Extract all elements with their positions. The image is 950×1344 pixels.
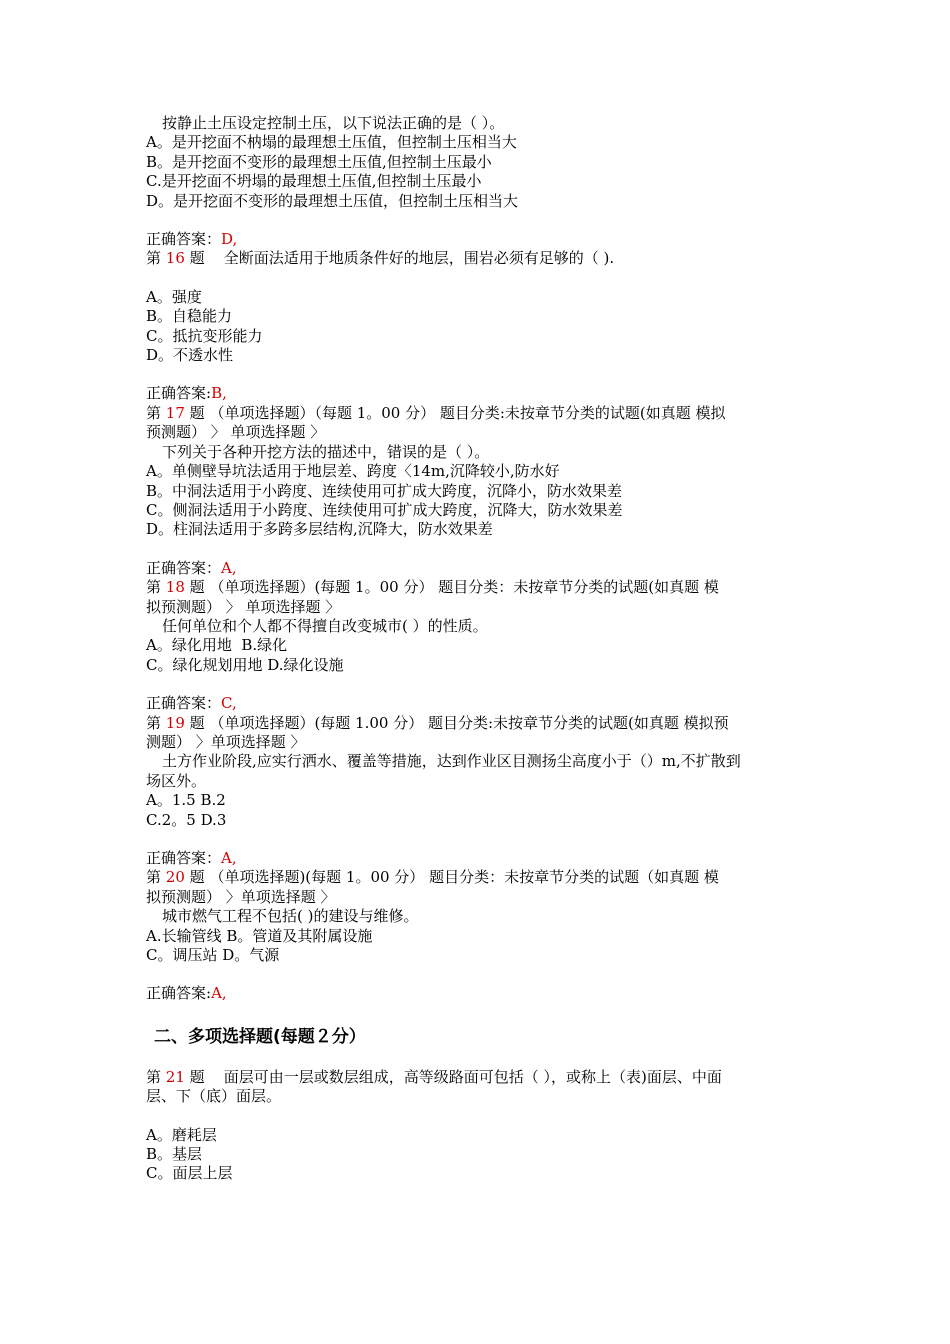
answer-value: C, xyxy=(221,694,237,713)
q16-option-d: D。不透水性 xyxy=(146,346,234,365)
answer-label: 正确答案： xyxy=(146,694,222,713)
q16-stem: 全断面法适用于地质条件好的地层，围岩必须有足够的（ ). xyxy=(223,249,615,268)
q17-option-c: C。侧洞法适用于小跨度、连续使用可扩成大跨度，沉降大，防水效果差 xyxy=(146,500,623,519)
q15-option-a: A。是开挖面不枘塌的最理想土压值，但控制土压相当大 xyxy=(146,133,517,152)
q16-option-b: B。自稳能力 xyxy=(146,307,233,326)
spacer xyxy=(146,365,810,384)
question-meta: 题 （单项选择题）(每题 1。00 分） 题目分类：未按章节分类的试题(如真题 模 xyxy=(189,578,719,597)
q15-answer xyxy=(146,230,810,249)
spacer xyxy=(146,540,810,559)
q16-option-c: C。抵抗变形能力 xyxy=(146,326,263,345)
q21-header xyxy=(146,1068,810,1087)
q15-option-c: C.是开挖面不坍塌的最理想土压值,但控制土压最小 xyxy=(146,172,482,191)
q18-header-line2: 拟预测题） 〉 单项选择题 〉 xyxy=(146,597,341,616)
answer-label: 正确答案： xyxy=(146,849,222,867)
question-number: 21 xyxy=(165,1067,185,1086)
q18-option-ab: A。绿化用地 B.绿化 xyxy=(146,636,288,655)
question-number: 16 xyxy=(165,249,185,268)
q16-answer xyxy=(146,384,810,403)
q15-option-d: D。是开挖面不变形的最理想土压值，但控制土压相当大 xyxy=(146,191,519,210)
q17-header-line2: 预测题） 〉 单项选择题 〉 xyxy=(146,423,326,442)
q17-answer xyxy=(146,559,810,578)
answer-value: D, xyxy=(221,230,238,249)
q16-option-a: A。强度 xyxy=(146,287,202,306)
question-number: 20 xyxy=(165,868,185,887)
spacer xyxy=(146,1107,810,1126)
q19-answer xyxy=(146,849,810,868)
q19-header-line2: 测题） 〉单项选择题 〉 xyxy=(146,732,306,751)
question-prefix: 第 xyxy=(146,1067,162,1086)
spacer xyxy=(146,830,810,849)
q17-option-a: A。单侧壁导坑法适用于地层差、跨度〈14m,沉降较小,防水好 xyxy=(146,462,560,481)
q19-option-ab: A。1.5 B.2 xyxy=(146,791,226,810)
q16-header xyxy=(146,249,810,268)
q20-answer xyxy=(146,984,810,1003)
question-suffix: 题 xyxy=(189,249,205,268)
answer-label: 正确答案： xyxy=(146,230,222,249)
question-prefix: 第 xyxy=(146,713,162,732)
answer-label: 正确答案： xyxy=(146,558,222,577)
answer-label: 正确答案: xyxy=(146,984,212,1003)
question-number: 17 xyxy=(165,403,185,422)
q18-answer xyxy=(146,694,810,713)
document-page xyxy=(146,114,810,1184)
answer-value: A, xyxy=(221,849,237,867)
q18-header xyxy=(146,578,810,597)
q17-stem: 下列关于各种开挖方法的描述中，错误的是（ ）。 xyxy=(162,442,490,461)
question-number: 18 xyxy=(165,578,185,597)
q17-header xyxy=(146,404,810,423)
question-meta: 题 （单项选择题）（每题 1。00 分） 题目分类:未按章节分类的试题(如真题 模拟 xyxy=(189,403,726,422)
question-prefix: 第 xyxy=(146,249,162,268)
q20-header-line2: 拟预测题） 〉单项选择题 〉 xyxy=(146,887,336,906)
question-suffix: 题 xyxy=(189,1067,205,1086)
q17-option-d: D。柱洞法适用于多跨多层结构,沉降大，防水效果差 xyxy=(146,520,493,539)
q18-stem: 任何单位和个人都不得擅自改变城市( ）的性质。 xyxy=(162,616,488,635)
spacer xyxy=(146,211,810,230)
q19-stem-line2: 场区外。 xyxy=(146,771,207,790)
answer-label: 正确答案: xyxy=(146,384,212,403)
q19-option-cd: C.2。5 D.3 xyxy=(146,810,227,829)
q21-stem-line2: 层、下（底）面层。 xyxy=(146,1087,282,1106)
q19-stem: 土方作业阶段,应实行洒水、覆盖等措施，达到作业区目测扬尘高度小于（）m,不扩散到 xyxy=(162,752,741,771)
question-prefix: 第 xyxy=(146,403,162,422)
q17-option-b: B。中洞法适用于小跨度、连续使用可扩成大跨度，沉降小，防水效果差 xyxy=(146,481,623,500)
q20-header xyxy=(146,868,810,887)
spacer xyxy=(146,965,810,984)
q21-option-a: A。磨耗层 xyxy=(146,1125,217,1144)
q18-option-cd: C。绿化规划用地 D.绿化设施 xyxy=(146,655,344,674)
q21-stem: 面层可由一层或数层组成，高等级路面可包括（ ），或称上（表)面层、中面 xyxy=(223,1067,722,1086)
spacer xyxy=(146,269,810,288)
q15-option-b: B。是开挖面不变形的最理想土压值,但控制土压最小 xyxy=(146,152,492,171)
section-heading: 二、多项选择题(每题２分） xyxy=(154,1026,366,1047)
q20-option-ab: A.长输管线 B。管道及其附属设施 xyxy=(146,926,373,945)
answer-value: B, xyxy=(211,384,227,403)
q20-stem: 城市燃气工程不包括( )的建设与维修。 xyxy=(162,907,419,926)
q21-option-b: B。基层 xyxy=(146,1145,203,1164)
q20-option-cd: C。调压站 D。气源 xyxy=(146,946,280,965)
answer-value: A, xyxy=(221,558,237,577)
question-meta: 题 （单项选择题）(每题 1.00 分） 题目分类:未按章节分类的试题(如真题 模拟预 xyxy=(189,713,729,732)
question-prefix: 第 xyxy=(146,868,162,887)
spacer xyxy=(146,675,810,694)
question-number: 19 xyxy=(165,713,185,732)
q19-header xyxy=(146,714,810,733)
question-meta: 题 （单项选择题)(每题 1。00 分） 题目分类：未按章节分类的试题（如真题 模 xyxy=(189,868,719,887)
answer-value: A, xyxy=(211,984,227,1003)
q21-option-c: C。面层上层 xyxy=(146,1164,233,1183)
question-prefix: 第 xyxy=(146,578,162,597)
q15-stem: 按静止土压设定控制土压，以下说法正确的是（ ）。 xyxy=(162,114,505,132)
